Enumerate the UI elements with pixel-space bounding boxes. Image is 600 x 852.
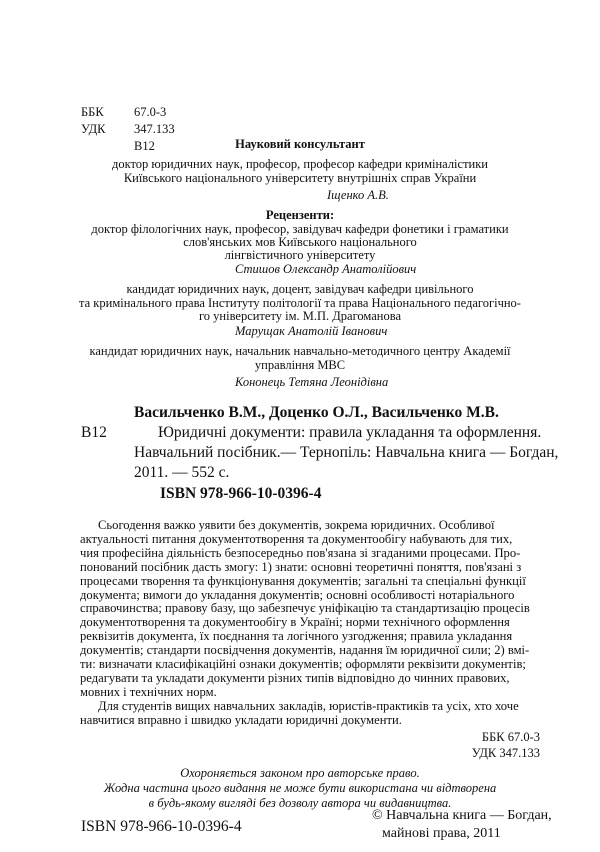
annotation-line: Для студентів вищих навчальних закладів, юристів-практиків та усіх, хто хоче (98, 699, 519, 713)
reviewer-1-line: доктор філологічних наук, професор, завідувач кафедри фонетики і граматики (91, 222, 509, 236)
annotation-line: редагувати та укладати документи різних типів відповідно до чинних правових, (80, 670, 510, 685)
consultant-line: доктор юридичних наук, професор, професор кафедри криміналістики (111, 157, 488, 171)
reviewer-3-line: управління МВС (254, 358, 346, 372)
reviewer-2-name: Марущак Анатолій Іванович (235, 324, 388, 338)
consultant-heading: Науковий консультант (235, 137, 365, 151)
annotation-line: понований посібник дасть змогу: 1) знати: основні теоретичні поняття, пов'язані з (80, 559, 522, 574)
annotation-bbk: ББК 67.0-3 (481, 730, 540, 744)
classification-udk-value: 347.133 (134, 122, 175, 136)
book-author-mark: В12 (81, 424, 107, 441)
reviewer-1-line: лінгвістичного університету (224, 248, 376, 262)
annotation-line: процесами творення та функціонування документів; загальні та спеціальні функції (80, 573, 526, 588)
classification-bbk-code: ББК (81, 105, 104, 119)
footer-copyright-line-2: майнові права, 2011 (382, 826, 501, 841)
footer-copyright-line-1: © Навчальна книга — Богдан, (372, 808, 552, 823)
annotation-line: чия професійна діяльність безпосередньо пов'язана зі згаданими процесами. Про- (80, 545, 521, 560)
consultant-name: Іщенко А.В. (327, 188, 389, 202)
book-title-line: Юридичні документи: правила укладання та оформлення. (158, 424, 542, 441)
annotation-paragraph-1 (80, 519, 540, 700)
annotation-line: актуальності питання документотворення та документообігу набувають для тих, (80, 531, 513, 546)
copyright-notice-line: Охороняється законом про авторське право. (180, 766, 420, 780)
annotation-line: ти: визначати класифікаційні ознаки документів; оформляти реквізити документів; (80, 657, 526, 672)
annotation-paragraph-2 (80, 700, 540, 728)
annotation-line: документотворення та документообігу в Україні; норми технічного оформлення (80, 615, 510, 630)
classification-bbk-value: 67.0-3 (134, 105, 167, 119)
annotation-line: справочинства; правову базу, що забезпечує уніфікацію та стандартизацію процесів (80, 601, 530, 616)
copyright-notice-line: в будь-якому вигляді без дозволу автора чи видавництва. (148, 796, 452, 810)
annotation-line: документів; стандарти посвідчення документів, надання їм юридичної сили; 2) вмі- (80, 643, 530, 658)
reviewer-3-line: кандидат юридичних наук, начальник навчально-методичного центру Академії (89, 344, 511, 358)
reviewer-1-line: слов'янських мов Київського національного (183, 235, 417, 249)
footer-isbn: ISBN 978-966-10-0396-4 (81, 818, 242, 835)
annotation-udk: УДК 347.133 (471, 746, 540, 760)
consultant-line: Київського національного університету внутрішніх справ України (123, 171, 477, 185)
annotation-line: документа; вимоги до укладання документів; основні особливості нотаріального (80, 587, 515, 602)
reviewer-2-line: го університету ім. М.П. Драгоманова (198, 309, 402, 323)
copyright-notice-line: Жодна частина цього видання не може бути використана чи відтворена (103, 781, 497, 795)
annotation-line: реквізитів документа, їх поєднання та логічного узгодження; правила укладання (80, 629, 513, 644)
book-authors: Васильченко В.М., Доценко О.Л., Васильченко М.В. (134, 404, 499, 421)
annotation-line: навчитися вправно і швидко укладати юридичні документи. (80, 712, 402, 727)
reviewer-3-name: Кононець Тетяна Леонідівна (235, 375, 389, 389)
annotation-line: мовних і технічних норм. (80, 684, 217, 699)
book-publication-line: Навчальний посібник.— Тернопіль: Навчальна книга — Богдан, (134, 444, 559, 461)
classification-udk-code: УДК (81, 122, 106, 136)
author-mark-top: В12 (134, 139, 155, 153)
book-isbn: ISBN 978-966-10-0396-4 (160, 485, 322, 502)
annotation-line: Сьогодення важко уявити без документів, зокрема юридичних. Особливої (98, 518, 495, 532)
reviewer-2-line: кандидат юридичних наук, доцент, завідувач кафедри цивільного (126, 282, 474, 296)
book-year-pages: 2011. — 552 с. (134, 464, 230, 481)
reviewer-1-name: Стишов Олександр Анатолійович (235, 262, 417, 276)
reviewers-heading: Рецензенти: (265, 208, 335, 222)
reviewer-2-line: та кримінального права Інституту політології та права Національного педагогічно- (79, 296, 521, 310)
